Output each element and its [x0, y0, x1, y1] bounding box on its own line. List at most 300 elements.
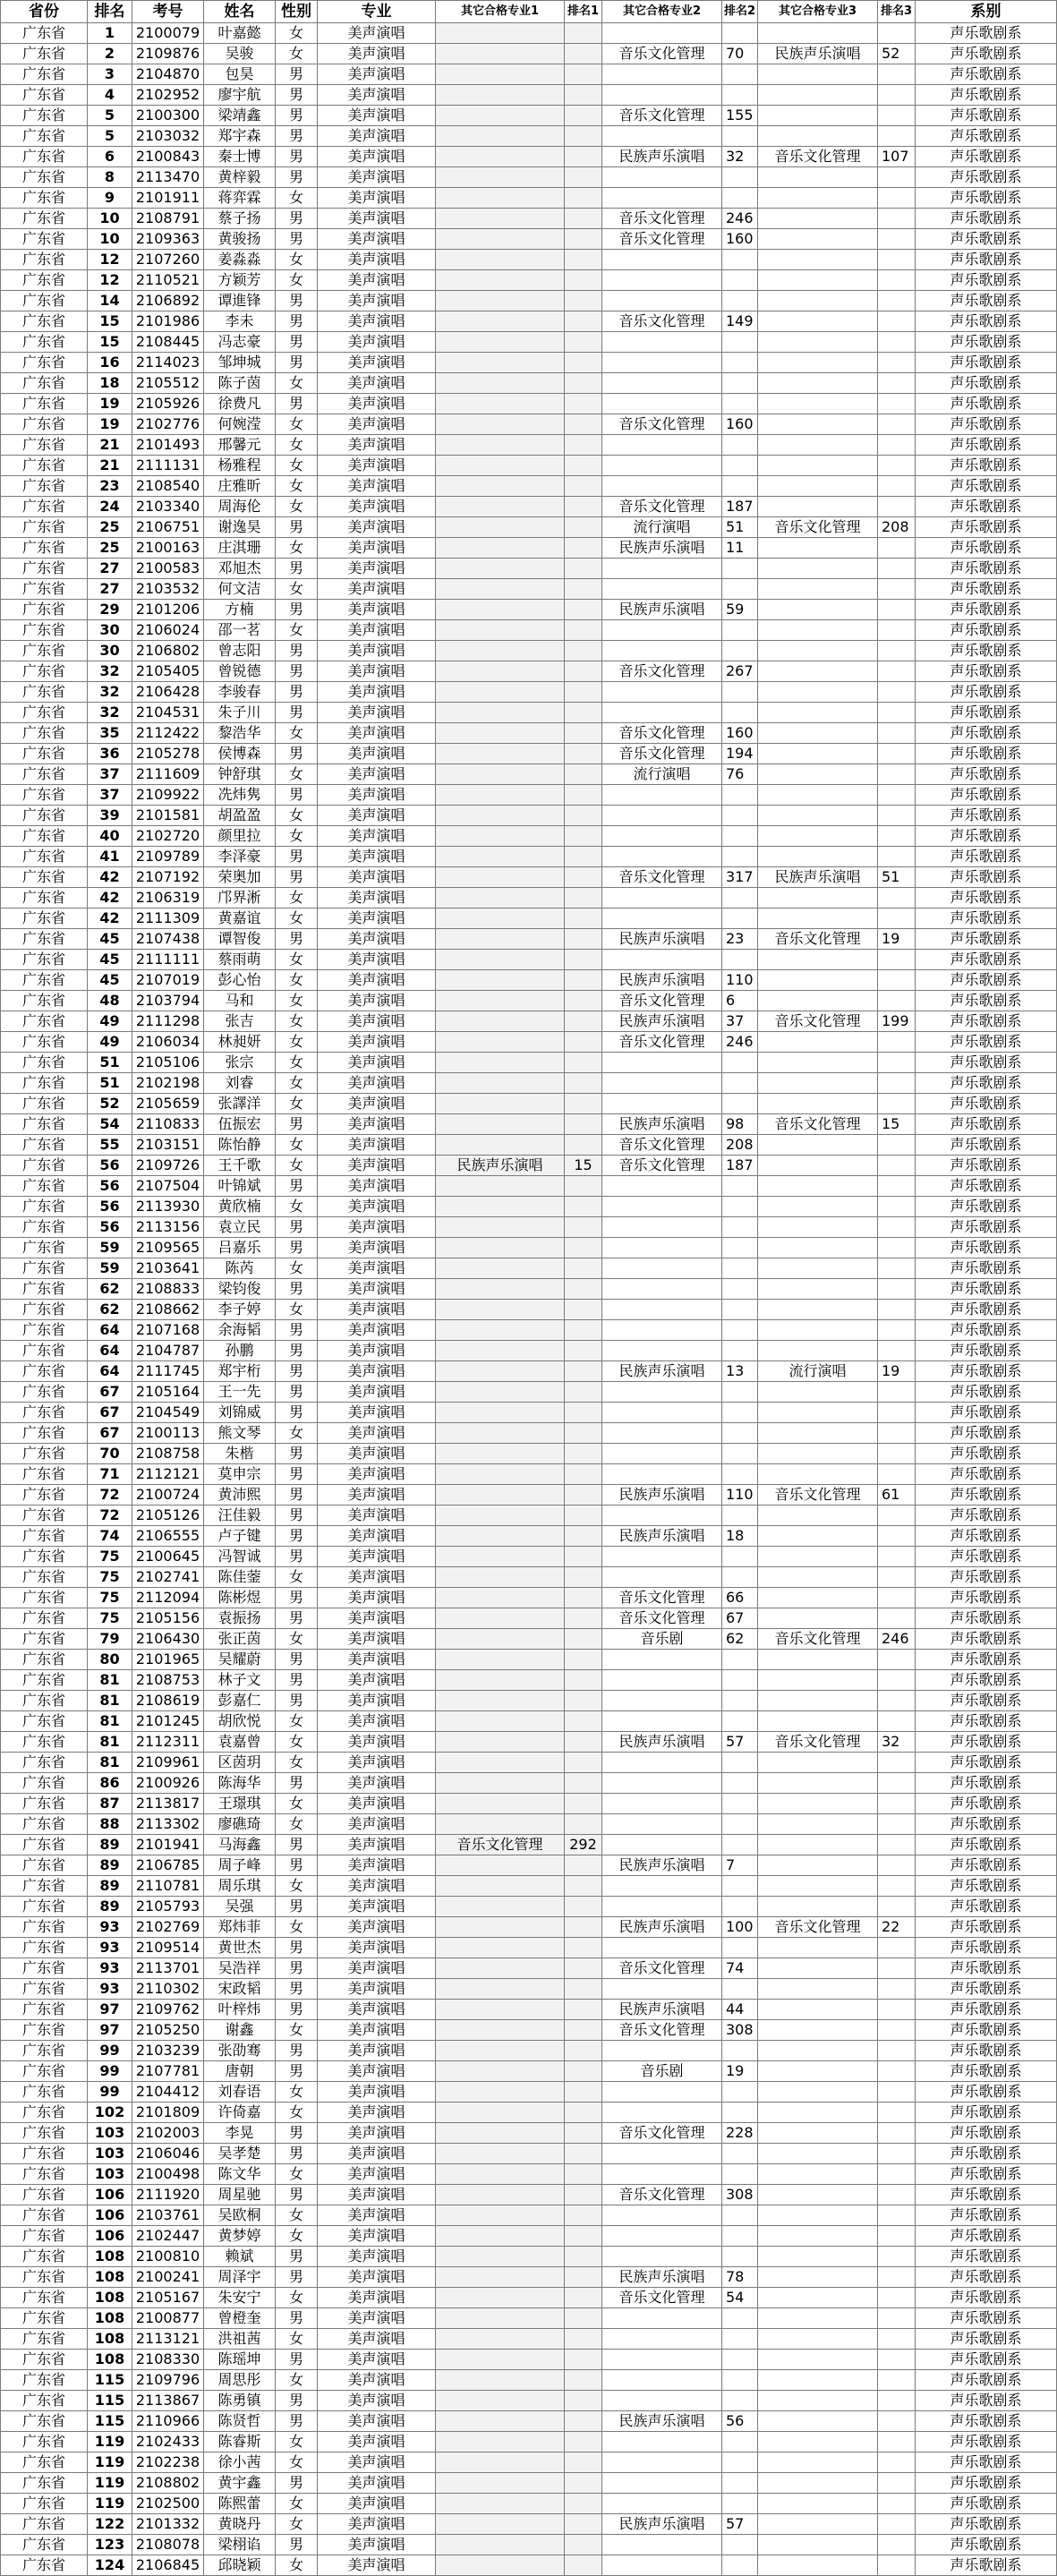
table-row [1, 435, 1057, 456]
cell-other-major-1 [436, 2555, 565, 2576]
cell-rank-1 [565, 620, 602, 641]
cell-province: 广东省 [1, 991, 88, 1011]
cell-rank-1 [565, 2350, 602, 2370]
cell-other-major-1 [436, 1608, 565, 1629]
cell-rank-1 [565, 44, 602, 64]
cell-department: 声乐歌剧系 [916, 2267, 1057, 2288]
cell-major: 美声演唱 [318, 332, 436, 353]
cell-rank-2: 155 [722, 106, 758, 126]
cell-province: 广东省 [1, 682, 88, 703]
cell-rank: 99 [88, 2082, 132, 2103]
cell-rank-3 [878, 1588, 916, 1608]
cell-gender: 女 [276, 1011, 318, 1032]
cell-exam-number: 2102238 [132, 2452, 204, 2473]
cell-rank-2 [722, 847, 758, 867]
cell-rank-1 [565, 85, 602, 106]
cell-province: 广东省 [1, 579, 88, 600]
cell-department: 声乐歌剧系 [916, 806, 1057, 826]
cell-exam-number: 2102003 [132, 2123, 204, 2144]
cell-rank: 62 [88, 1300, 132, 1320]
cell-other-major-3 [758, 2185, 878, 2205]
cell-province: 广东省 [1, 353, 88, 373]
cell-rank-1 [565, 1938, 602, 1958]
cell-other-major-1 [436, 2535, 565, 2555]
cell-province: 广东省 [1, 147, 88, 167]
cell-major: 美声演唱 [318, 538, 436, 559]
cell-department: 声乐歌剧系 [916, 2061, 1057, 2082]
cell-other-major-3 [758, 2308, 878, 2329]
cell-major: 美声演唱 [318, 373, 436, 394]
cell-other-major-2: 民族声乐演唱 [602, 1855, 722, 1876]
cell-rank: 27 [88, 579, 132, 600]
cell-province: 广东省 [1, 2185, 88, 2205]
cell-rank-1 [565, 1053, 602, 1073]
cell-rank-2 [722, 2391, 758, 2411]
cell-province: 广东省 [1, 723, 88, 744]
cell-other-major-3 [758, 1855, 878, 1876]
cell-rank-3 [878, 1608, 916, 1629]
cell-rank-3 [878, 1444, 916, 1464]
table-row [1, 1382, 1057, 1403]
cell-major: 美声演唱 [318, 2164, 436, 2185]
cell-province: 广东省 [1, 1547, 88, 1567]
cell-other-major-3 [758, 1547, 878, 1567]
cell-other-major-2 [602, 2329, 722, 2350]
cell-gender: 女 [276, 1711, 318, 1732]
cell-rank: 99 [88, 2061, 132, 2082]
cell-rank-1 [565, 2205, 602, 2226]
cell-other-major-1 [436, 682, 565, 703]
cell-rank: 80 [88, 1650, 132, 1670]
cell-rank-3 [878, 661, 916, 682]
cell-exam-number: 2107192 [132, 867, 204, 888]
cell-other-major-3: 民族声乐演唱 [758, 867, 878, 888]
cell-other-major-1 [436, 2000, 565, 2020]
cell-rank-3 [878, 641, 916, 661]
cell-name: 廖宇航 [204, 85, 276, 106]
cell-province: 广东省 [1, 1588, 88, 1608]
cell-rank-1 [565, 2411, 602, 2432]
cell-other-major-3 [758, 1876, 878, 1897]
cell-rank: 12 [88, 270, 132, 291]
cell-gender: 男 [276, 1444, 318, 1464]
cell-major: 美声演唱 [318, 682, 436, 703]
table-row [1, 2473, 1057, 2494]
cell-gender: 女 [276, 908, 318, 929]
table-row [1, 1835, 1057, 1855]
table-row [1, 250, 1057, 270]
cell-department: 声乐歌剧系 [916, 2164, 1057, 2185]
table-row [1, 1876, 1057, 1897]
cell-department: 声乐歌剧系 [916, 2103, 1057, 2123]
cell-department: 声乐歌剧系 [916, 85, 1057, 106]
cell-rank-3 [878, 2103, 916, 2123]
cell-other-major-3 [758, 1135, 878, 1156]
cell-major: 美声演唱 [318, 1485, 436, 1506]
cell-province: 广东省 [1, 517, 88, 538]
cell-gender: 女 [276, 1814, 318, 1835]
cell-rank-3 [878, 970, 916, 991]
cell-other-major-2 [602, 456, 722, 476]
cell-rank-3 [878, 908, 916, 929]
cell-rank-1 [565, 1032, 602, 1053]
cell-major: 美声演唱 [318, 435, 436, 456]
cell-major: 美声演唱 [318, 888, 436, 908]
cell-exam-number: 2101965 [132, 1650, 204, 1670]
cell-other-major-2 [602, 2103, 722, 2123]
cell-rank-1: 15 [565, 1156, 602, 1176]
cell-rank-1 [565, 1670, 602, 1691]
cell-rank: 81 [88, 1711, 132, 1732]
cell-gender: 男 [276, 1361, 318, 1382]
cell-exam-number: 2101206 [132, 600, 204, 620]
cell-exam-number: 2103340 [132, 497, 204, 517]
cell-rank-2: 110 [722, 1485, 758, 1506]
cell-other-major-1 [436, 785, 565, 806]
cell-other-major-2: 音乐剧 [602, 2061, 722, 2082]
cell-department: 声乐歌剧系 [916, 641, 1057, 661]
cell-exam-number: 2108078 [132, 2535, 204, 2555]
cell-other-major-3 [758, 1382, 878, 1403]
cell-province: 广东省 [1, 85, 88, 106]
cell-major: 美声演唱 [318, 1814, 436, 1835]
cell-rank-2 [722, 703, 758, 723]
cell-rank-3 [878, 1217, 916, 1238]
table-row [1, 2123, 1057, 2144]
cell-rank-1 [565, 2082, 602, 2103]
cell-exam-number: 2109514 [132, 1938, 204, 1958]
cell-gender: 男 [276, 1938, 318, 1958]
cell-exam-number: 2102198 [132, 1073, 204, 1094]
cell-other-major-3 [758, 1032, 878, 1053]
cell-rank-2: 51 [722, 517, 758, 538]
cell-other-major-2: 流行演唱 [602, 517, 722, 538]
cell-rank: 42 [88, 867, 132, 888]
table-row [1, 1608, 1057, 1629]
cell-other-major-1 [436, 661, 565, 682]
cell-rank-3: 61 [878, 1485, 916, 1506]
cell-rank-2: 98 [722, 1114, 758, 1135]
cell-rank-3 [878, 64, 916, 85]
cell-gender: 男 [276, 1382, 318, 1403]
table-row [1, 723, 1057, 744]
cell-other-major-3: 音乐文化管理 [758, 1917, 878, 1938]
cell-name: 吴强 [204, 1897, 276, 1917]
cell-other-major-1 [436, 1464, 565, 1485]
table-row [1, 929, 1057, 950]
cell-other-major-2 [602, 2473, 722, 2494]
cell-major: 美声演唱 [318, 1608, 436, 1629]
cell-province: 广东省 [1, 847, 88, 867]
cell-exam-number: 2108802 [132, 2473, 204, 2494]
cell-other-major-1 [436, 2329, 565, 2350]
cell-major: 美声演唱 [318, 2452, 436, 2473]
cell-rank-2 [722, 2144, 758, 2164]
cell-rank: 67 [88, 1403, 132, 1423]
table-row [1, 826, 1057, 847]
cell-other-major-1 [436, 106, 565, 126]
cell-department: 声乐歌剧系 [916, 559, 1057, 579]
cell-exam-number: 2103032 [132, 126, 204, 147]
cell-name: 颜里拉 [204, 826, 276, 847]
cell-other-major-2 [602, 1773, 722, 1794]
cell-rank-3 [878, 2391, 916, 2411]
cell-other-major-3 [758, 806, 878, 826]
cell-other-major-1 [436, 1382, 565, 1403]
cell-gender: 男 [276, 517, 318, 538]
cell-other-major-3 [758, 126, 878, 147]
cell-rank-3 [878, 2370, 916, 2391]
cell-name: 周星驰 [204, 2185, 276, 2205]
table-row [1, 579, 1057, 600]
table-row [1, 188, 1057, 209]
cell-name: 张宗 [204, 1053, 276, 1073]
cell-other-major-2: 民族声乐演唱 [602, 600, 722, 620]
cell-major: 美声演唱 [318, 1670, 436, 1691]
cell-department: 声乐歌剧系 [916, 2000, 1057, 2020]
cell-province: 广东省 [1, 620, 88, 641]
cell-department: 声乐歌剧系 [916, 167, 1057, 188]
cell-exam-number: 2102776 [132, 414, 204, 435]
cell-gender: 男 [276, 353, 318, 373]
cell-exam-number: 2105250 [132, 2020, 204, 2041]
cell-province: 广东省 [1, 641, 88, 661]
cell-name: 马和 [204, 991, 276, 1011]
cell-rank-3 [878, 1526, 916, 1547]
cell-other-major-1 [436, 1732, 565, 1753]
cell-other-major-3 [758, 2514, 878, 2535]
cell-other-major-2 [602, 682, 722, 703]
table-row [1, 270, 1057, 291]
cell-other-major-3 [758, 332, 878, 353]
cell-province: 广东省 [1, 250, 88, 270]
table-row [1, 2555, 1057, 2576]
cell-gender: 女 [276, 2432, 318, 2452]
cell-rank: 71 [88, 1464, 132, 1485]
cell-other-major-3 [758, 1197, 878, 1217]
cell-gender: 男 [276, 1835, 318, 1855]
cell-rank-2: 317 [722, 867, 758, 888]
cell-rank-3 [878, 167, 916, 188]
cell-rank-1 [565, 456, 602, 476]
cell-exam-number: 2102720 [132, 826, 204, 847]
cell-rank: 119 [88, 2432, 132, 2452]
cell-department: 声乐歌剧系 [916, 970, 1057, 991]
cell-other-major-3 [758, 2267, 878, 2288]
cell-other-major-2 [602, 291, 722, 311]
cell-name: 黄晓丹 [204, 2514, 276, 2535]
cell-major: 美声演唱 [318, 1650, 436, 1670]
cell-gender: 女 [276, 1423, 318, 1444]
cell-rank-3 [878, 1691, 916, 1711]
cell-other-major-2 [602, 2308, 722, 2329]
cell-other-major-1 [436, 1279, 565, 1300]
cell-rank-2 [722, 1238, 758, 1258]
cell-province: 广东省 [1, 332, 88, 353]
cell-province: 广东省 [1, 600, 88, 620]
cell-province: 广东省 [1, 1608, 88, 1629]
cell-other-major-2 [602, 353, 722, 373]
cell-other-major-1 [436, 2370, 565, 2391]
cell-rank-2 [722, 1300, 758, 1320]
cell-other-major-1 [436, 1114, 565, 1135]
cell-gender: 男 [276, 2267, 318, 2288]
cell-rank-2 [722, 2535, 758, 2555]
cell-major: 美声演唱 [318, 188, 436, 209]
cell-province: 广东省 [1, 559, 88, 579]
cell-province: 广东省 [1, 270, 88, 291]
cell-name: 袁嘉曾 [204, 1732, 276, 1753]
cell-department: 声乐歌剧系 [916, 1011, 1057, 1032]
cell-rank-1 [565, 188, 602, 209]
cell-department: 声乐歌剧系 [916, 888, 1057, 908]
cell-gender: 男 [276, 1526, 318, 1547]
cell-province: 广东省 [1, 1711, 88, 1732]
cell-exam-number: 2103641 [132, 1258, 204, 1279]
cell-other-major-2: 民族声乐演唱 [602, 2000, 722, 2020]
cell-major: 美声演唱 [318, 2267, 436, 2288]
cell-rank-1 [565, 1876, 602, 1897]
cell-other-major-3 [758, 2000, 878, 2020]
cell-rank-2 [722, 785, 758, 806]
cell-rank: 93 [88, 1979, 132, 2000]
cell-other-major-1 [436, 2226, 565, 2247]
cell-other-major-3: 民族声乐演唱 [758, 44, 878, 64]
cell-rank-2 [722, 1279, 758, 1300]
cell-exam-number: 2107260 [132, 250, 204, 270]
cell-rank-2: 7 [722, 1855, 758, 1876]
cell-gender: 男 [276, 229, 318, 250]
cell-gender: 女 [276, 826, 318, 847]
cell-department: 声乐歌剧系 [916, 1156, 1057, 1176]
cell-other-major-3 [758, 579, 878, 600]
cell-department: 声乐歌剧系 [916, 1876, 1057, 1897]
cell-province: 广东省 [1, 311, 88, 332]
cell-other-major-1 [436, 1135, 565, 1156]
cell-other-major-2 [602, 1444, 722, 1464]
cell-province: 广东省 [1, 661, 88, 682]
cell-major: 美声演唱 [318, 1300, 436, 1320]
cell-other-major-1 [436, 1691, 565, 1711]
cell-other-major-3 [758, 1608, 878, 1629]
cell-rank: 81 [88, 1732, 132, 1753]
cell-major: 美声演唱 [318, 867, 436, 888]
cell-department: 声乐歌剧系 [916, 1773, 1057, 1794]
table-row [1, 229, 1057, 250]
cell-other-major-2 [602, 1835, 722, 1855]
table-row [1, 1485, 1057, 1506]
cell-rank-1 [565, 2288, 602, 2308]
cell-other-major-3 [758, 2555, 878, 2576]
cell-rank: 37 [88, 785, 132, 806]
table-row [1, 1156, 1057, 1176]
cell-rank-3 [878, 2226, 916, 2247]
cell-exam-number: 2109876 [132, 44, 204, 64]
cell-other-major-3 [758, 435, 878, 456]
cell-rank-3 [878, 1650, 916, 1670]
cell-rank-1 [565, 888, 602, 908]
cell-exam-number: 2111309 [132, 908, 204, 929]
cell-rank-3: 19 [878, 1361, 916, 1382]
cell-other-major-2 [602, 1691, 722, 1711]
cell-province: 广东省 [1, 826, 88, 847]
table-row [1, 1197, 1057, 1217]
cell-rank: 89 [88, 1855, 132, 1876]
cell-rank-2: 208 [722, 1135, 758, 1156]
cell-rank-1 [565, 2144, 602, 2164]
cell-rank-1 [565, 1650, 602, 1670]
cell-other-major-1 [436, 1011, 565, 1032]
cell-major: 美声演唱 [318, 1794, 436, 1814]
cell-rank-2: 57 [722, 1732, 758, 1753]
cell-rank-1 [565, 2391, 602, 2411]
cell-rank-1 [565, 1711, 602, 1732]
cell-exam-number: 2112311 [132, 1732, 204, 1753]
cell-department: 声乐歌剧系 [916, 1320, 1057, 1341]
cell-name: 周乐琪 [204, 1876, 276, 1897]
cell-rank-2: 67 [722, 1608, 758, 1629]
cell-other-major-2: 音乐文化管理 [602, 209, 722, 229]
cell-other-major-1 [436, 1814, 565, 1835]
cell-gender: 女 [276, 2164, 318, 2185]
cell-gender: 男 [276, 1506, 318, 1526]
cell-exam-number: 2106319 [132, 888, 204, 908]
cell-rank: 123 [88, 2535, 132, 2555]
cell-rank-1 [565, 2247, 602, 2267]
cell-gender: 男 [276, 126, 318, 147]
cell-rank-1 [565, 1238, 602, 1258]
cell-rank-1 [565, 764, 602, 785]
cell-other-major-3 [758, 2370, 878, 2391]
cell-rank: 32 [88, 661, 132, 682]
cell-major: 美声演唱 [318, 44, 436, 64]
cell-rank-2 [722, 826, 758, 847]
cell-exam-number: 2105106 [132, 1053, 204, 1073]
cell-rank-1 [565, 1691, 602, 1711]
cell-gender: 男 [276, 2123, 318, 2144]
cell-name: 秦士博 [204, 147, 276, 167]
cell-province: 广东省 [1, 1073, 88, 1094]
cell-major: 美声演唱 [318, 950, 436, 970]
cell-department: 声乐歌剧系 [916, 2247, 1057, 2267]
cell-other-major-1 [436, 1423, 565, 1444]
cell-other-major-1: 民族声乐演唱 [436, 1156, 565, 1176]
cell-rank-1 [565, 229, 602, 250]
cell-gender: 男 [276, 1341, 318, 1361]
cell-other-major-2 [602, 950, 722, 970]
cell-gender: 女 [276, 2020, 318, 2041]
cell-rank-2 [722, 1794, 758, 1814]
cell-other-major-1 [436, 1650, 565, 1670]
cell-exam-number: 2100241 [132, 2267, 204, 2288]
cell-department: 声乐歌剧系 [916, 1547, 1057, 1567]
cell-exam-number: 2106845 [132, 2555, 204, 2576]
cell-other-major-3: 音乐文化管理 [758, 1485, 878, 1506]
cell-name: 冯智诚 [204, 1547, 276, 1567]
cell-rank-1 [565, 2432, 602, 2452]
cell-rank-2: 44 [722, 2000, 758, 2020]
cell-major: 美声演唱 [318, 2041, 436, 2061]
cell-name: 李子婷 [204, 1300, 276, 1320]
cell-rank-1 [565, 1197, 602, 1217]
cell-major: 美声演唱 [318, 1506, 436, 1526]
cell-rank: 106 [88, 2185, 132, 2205]
cell-exam-number: 2113867 [132, 2391, 204, 2411]
cell-other-major-1 [436, 1567, 565, 1588]
cell-rank-3 [878, 2308, 916, 2329]
cell-exam-number: 2113121 [132, 2329, 204, 2350]
cell-gender: 男 [276, 1320, 318, 1341]
